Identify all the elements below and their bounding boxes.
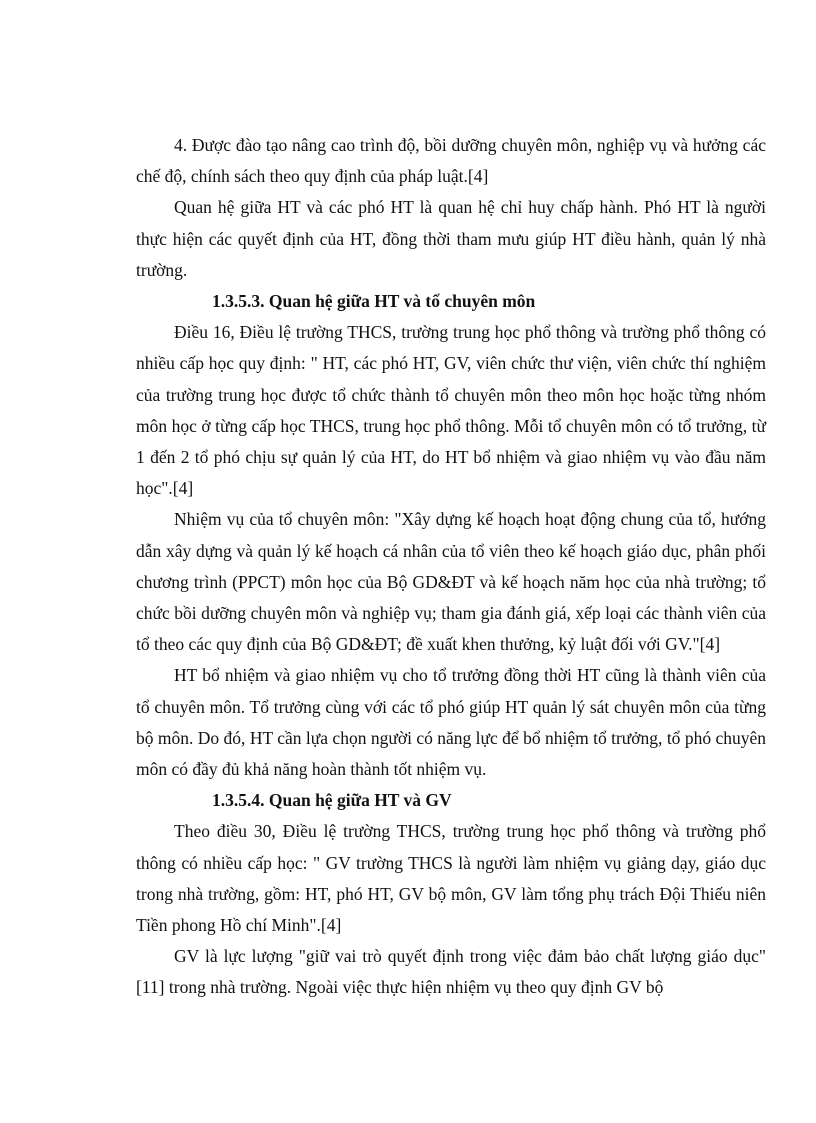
- section-heading-1-3-5-4: 1.3.5.4. Quan hệ giữa HT và GV: [212, 790, 452, 811]
- paragraph-appointment: HT bổ nhiệm và giao nhiệm vụ cho tổ trưởng đồng thời HT cũng là thành viên của tổ chuyên môn. Tổ trưởng cùng với các tổ phó giúp HT quản lý sát chuyên môn của từng bộ môn. Do đó, HT cần lựa chọn người có năng lực để bổ nhiệm tổ trưởng, tổ phó chuyên môn có đầy đủ khả năng hoàn thành tốt nhiệm vụ.: [136, 665, 766, 780]
- paragraph-teacher-role: GV là lực lượng "giữ vai trò quyết định trong việc đảm bảo chất lượng giáo dục"[11] trong nhà trường. Ngoài việc thực hiện nhiệm vụ theo quy định GV bộ: [136, 946, 766, 998]
- paragraph-department-duties: Nhiệm vụ của tổ chuyên môn: "Xây dựng kế hoạch hoạt động chung của tổ, hướng dẫn xây dựng và quản lý kế hoạch cá nhân của tổ viên theo kế hoạch giáo dục, phân phối chương trình (PPCT) môn học của Bộ GD&ĐT và kế hoạch năm học của nhà trường; tổ chức bồi dưỡng chuyên môn và nghiệp vụ; tham gia đánh giá, xếp loại các thành viên của tổ theo các quy định của Bộ GD&ĐT; đề xuất khen thưởng, kỷ luật đối với GV."[4]: [136, 509, 766, 655]
- section-heading-1-3-5-3: 1.3.5.3. Quan hệ giữa HT và tổ chuyên môn: [212, 291, 536, 312]
- paragraph-article-16: Điều 16, Điều lệ trường THCS, trường trung học phổ thông và trường phổ thông có nhiều cấp học quy định: " HT, các phó HT, GV, viên chức thư viện, viên chức thí nghiệm của trường trung học được tổ chức thành tổ chuyên môn theo môn học hoặc từng nhóm môn học ở từng cấp học THCS, trung học phổ thông. Mỗi tổ chuyên môn có tổ trưởng, từ 1 đến 2 tổ phó chịu sự quản lý của HT, do HT bổ nhiệm và giao nhiệm vụ vào đầu năm học".[4]: [136, 322, 766, 499]
- paragraph-article-30: Theo điều 30, Điều lệ trường THCS, trường trung học phổ thông và trường phổ thông có nhiều cấp học: " GV trường THCS là người làm nhiệm vụ giảng dạy, giáo dục trong nhà trường, gồm: HT, phó HT, GV bộ môn, GV làm tổng phụ trách Đội Thiếu niên Tiền phong Hồ chí Minh".[4]: [136, 821, 766, 936]
- paragraph-rights-training: 4. Được đào tạo nâng cao trình độ, bồi dưỡng chuyên môn, nghiệp vụ và hưởng các chế độ, chính sách theo quy định của pháp luật.[4]: [136, 135, 766, 187]
- paragraph-principal-vice-relation: Quan hệ giữa HT và các phó HT là quan hệ chỉ huy chấp hành. Phó HT là người thực hiện các quyết định của HT, đồng thời tham mưu giúp HT điều hành, quản lý nhà trường.: [136, 197, 766, 280]
- document-body: [136, 130, 766, 1004]
